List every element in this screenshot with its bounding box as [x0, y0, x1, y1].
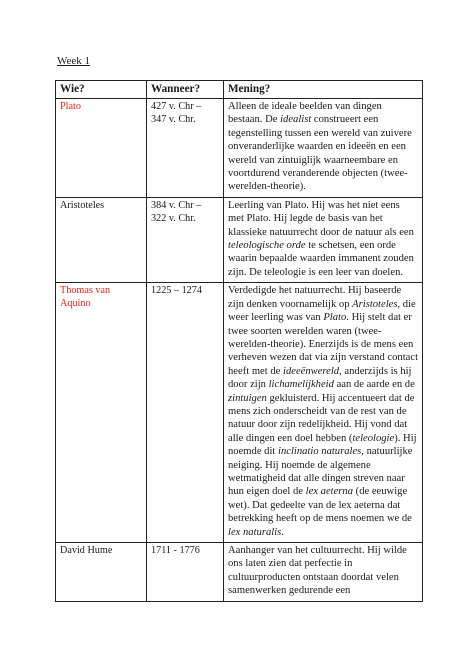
cell-opinion [224, 543, 423, 602]
opinion-text: te schetsen, een orde waarin bepaalde waarden immanent zouden zijn. De teleologie is een leer van doelen. [228, 240, 414, 278]
opinion-text: Alleen de ideale beelden van dingen bestaan. De [228, 101, 382, 126]
opinion-term: ideeënwereld [283, 365, 340, 377]
week-heading: Week 1 [57, 55, 91, 67]
cell-who: David Hume [56, 543, 147, 602]
cell-when: 427 v. Chr – 347 v. Chr. [147, 99, 224, 198]
opinion-text: aan de aarde en de [333, 379, 415, 391]
cell-when: 384 v. Chr – 322 v. Chr. [147, 197, 224, 282]
opinion-text: Verdedigde het natuurrecht. Hij baseerde zijn denken voornamelijk op [228, 285, 402, 310]
header-when: Wanneer? [147, 81, 224, 99]
opinion-term: lichamelijkheid [268, 379, 334, 391]
cell-who: Aristoteles [56, 197, 147, 282]
opinion-term: lex aeterna [305, 486, 354, 498]
table-header-row [56, 81, 423, 99]
opinion-term: inclinatio naturales [278, 446, 362, 458]
opinion-term: Plato [323, 312, 347, 324]
opinion-text: Leerling van Plato. Hij was het niet eens met Plato. Hij legde de basis van het klassieke natuurrecht door de natuur als een [228, 199, 414, 238]
cell-opinion [224, 283, 423, 543]
cell-opinion [224, 197, 423, 282]
cell-opinion [224, 99, 423, 198]
table-row [56, 543, 423, 602]
header-who: Wie? [56, 81, 147, 99]
cell-when: 1711 - 1776 [147, 543, 224, 602]
philosophers-table [55, 80, 423, 602]
opinion-text: . Hij stelt dat er twee soorten werelden waren (twee-werelden-theorie). Enerzijds is de mens een verheven wezen dat via zijn verstand contact heeft met de [228, 312, 419, 377]
cell-when: 1225 – 1274 [147, 283, 224, 543]
opinion-text: Aanhanger van het cultuurrecht. Hij wilde ons laten zien dat perfectie in cultuurproducten ontstaan doordat velen samenwerken gedurende een [228, 545, 407, 597]
opinion-text: gekluisterd. Hij accentueert dat de mens zich onderscheidt van de rest van de natuur door zijn redelijkheid. Hij vond dat alle dingen een doel hebben ( [228, 392, 415, 444]
table-row [56, 99, 423, 198]
opinion-term: Aristoteles [352, 298, 398, 310]
opinion-text: ). Hij noemde dit [228, 432, 417, 458]
opinion-term: lex naturalis [228, 526, 282, 538]
opinion-text: construeert een tegenstelling tussen een wereld van zuivere onveranderlijke waarden en ideeën en een wereld van zintuiglijk waarneembare en voortdurend veranderende objecten (twee-werelden-theorie). [228, 114, 412, 193]
header-opinion: Mening? [224, 81, 423, 99]
opinion-text: , natuurlijke neiging. Hij noemde de algemene wetmatigheid dat alle dingen streven naar hun eigen doel de [228, 446, 413, 498]
opinion-term: idealist [280, 114, 312, 126]
opinion-term: teleologische orde [228, 240, 306, 252]
opinion-text: , anderzijds is hij door zijn [228, 365, 412, 391]
opinion-text: . [281, 526, 284, 538]
cell-who: Plato [56, 99, 147, 198]
table-row [56, 283, 423, 543]
opinion-term: teleologie [352, 432, 395, 444]
cell-who: Thomas van Aquino [56, 283, 147, 543]
opinion-text: (de eeuwige wet). Dat gedeelte van de lex aeterna dat betrekking heeft op de mens noemen we de [228, 486, 412, 525]
opinion-text: , die weer leerling was van [228, 298, 416, 324]
opinion-term: zintuigen [228, 392, 267, 404]
table-row [56, 197, 423, 282]
